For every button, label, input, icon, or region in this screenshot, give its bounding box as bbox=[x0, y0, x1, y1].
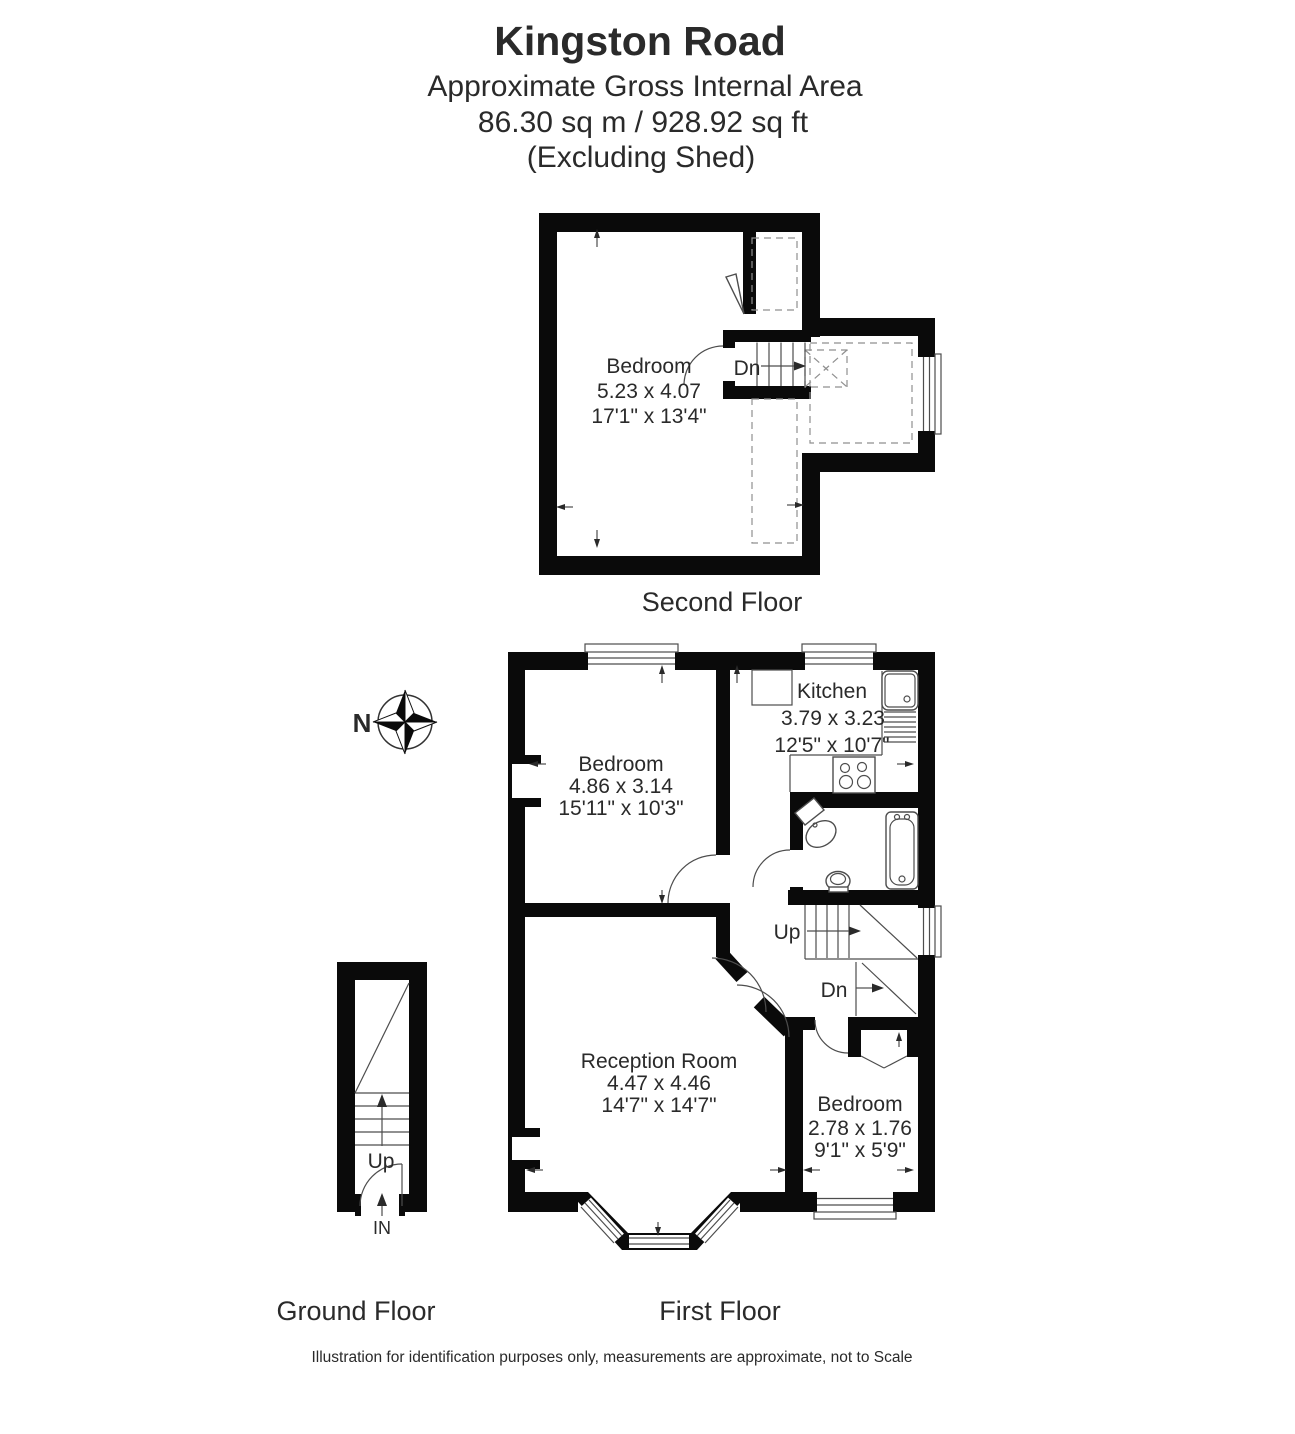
room-dim-imperial: 12'5" x 10'7" bbox=[774, 734, 890, 757]
door-arc bbox=[753, 850, 790, 887]
rooflight-hatch bbox=[805, 350, 847, 387]
room-label: Reception Room bbox=[580, 1050, 738, 1073]
room-dim-imperial: 17'1" x 13'4" bbox=[591, 405, 707, 428]
ground-floor-walls bbox=[337, 962, 427, 1216]
room-label: Bedroom bbox=[578, 753, 664, 776]
stair-label-up: Up bbox=[773, 921, 801, 944]
stair-label-up: Up bbox=[367, 1150, 395, 1173]
bay-window bbox=[581, 1200, 738, 1248]
floor-label-second: Second Floor bbox=[641, 587, 803, 617]
stair-label-dn: Dn bbox=[733, 357, 761, 380]
first-floor-plan bbox=[508, 644, 941, 1326]
page-title: Kingston Road bbox=[494, 18, 786, 64]
wardrobe-doors bbox=[861, 1056, 907, 1068]
sink bbox=[882, 671, 918, 742]
room-dim-metric: 4.47 x 4.46 bbox=[607, 1072, 711, 1095]
room-label: Bedroom bbox=[817, 1093, 903, 1116]
entrance-label: IN bbox=[373, 1218, 391, 1238]
second-floor-plan bbox=[539, 213, 941, 617]
door-arc bbox=[815, 1020, 848, 1053]
room-dim-metric: 4.86 x 3.14 bbox=[569, 775, 673, 798]
stairs-up bbox=[355, 983, 409, 1146]
stairs-up bbox=[805, 905, 918, 959]
room-dim-imperial: 9'1" x 5'9" bbox=[814, 1139, 906, 1162]
room-label: Bedroom bbox=[606, 355, 692, 378]
floor-label-first: First Floor bbox=[659, 1296, 781, 1326]
ground-floor-plan bbox=[276, 962, 435, 1326]
page-note: (Excluding Shed) bbox=[526, 141, 756, 174]
window bbox=[918, 354, 941, 434]
toilet bbox=[826, 872, 850, 893]
page-subtitle: Approximate Gross Internal Area bbox=[427, 70, 863, 103]
window bbox=[918, 906, 941, 957]
stair-label-dn: Dn bbox=[820, 979, 848, 1002]
hob bbox=[833, 757, 875, 793]
page-area: 86.30 sq m / 928.92 sq ft bbox=[477, 106, 809, 139]
room-dim-metric: 5.23 x 4.07 bbox=[597, 380, 701, 403]
room-label: Kitchen bbox=[796, 680, 868, 703]
compass-rose bbox=[353, 690, 437, 754]
door-arc bbox=[668, 855, 716, 903]
room-dim-imperial: 14'7" x 14'7" bbox=[601, 1094, 717, 1117]
floor-label-ground: Ground Floor bbox=[276, 1296, 436, 1326]
room-dim-imperial: 15'11" x 10'3" bbox=[558, 797, 684, 820]
room-dim-metric: 3.79 x 3.23 bbox=[781, 707, 885, 730]
room-dim-metric: 2.78 x 1.76 bbox=[808, 1117, 912, 1140]
bath bbox=[886, 812, 918, 889]
closet-door-leaf bbox=[726, 274, 744, 314]
stairs-down bbox=[757, 343, 806, 387]
window bbox=[814, 1199, 896, 1220]
stairs-down bbox=[856, 962, 916, 1016]
north-label: N bbox=[352, 708, 372, 738]
header bbox=[427, 18, 863, 174]
disclaimer-text: Illustration for identification purposes only, measurements are approximate, not to Scale bbox=[311, 1349, 913, 1366]
entrance-arrow bbox=[377, 1193, 387, 1216]
